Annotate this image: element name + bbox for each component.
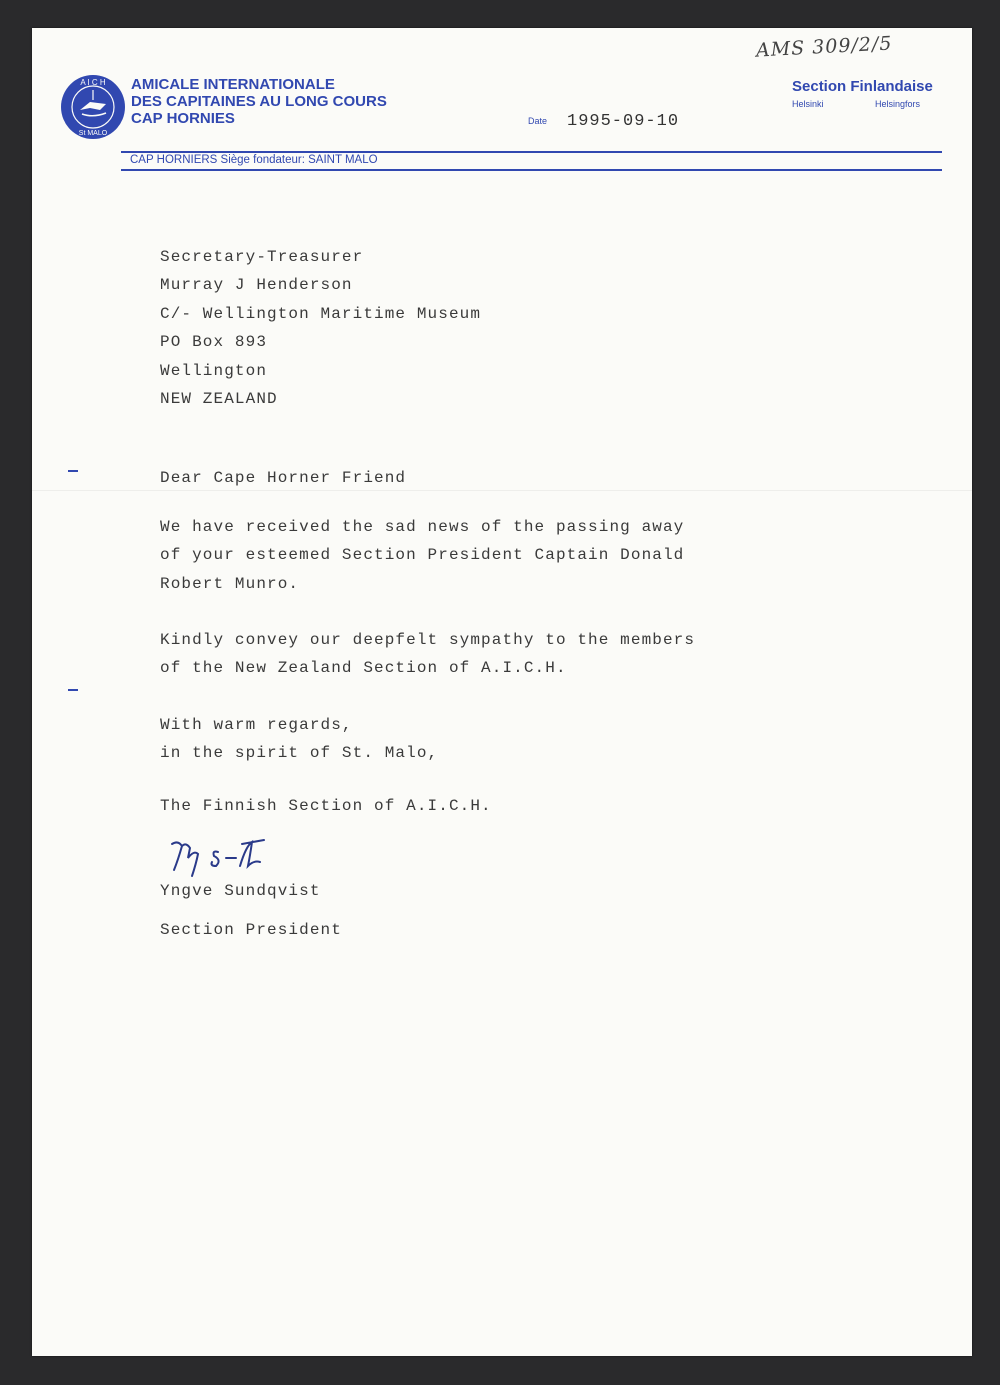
logo-text-bottom: St MALO xyxy=(78,130,108,137)
logo-text-top: A I C H xyxy=(80,78,106,87)
org-line: DES CAPITAINES AU LONG COURS xyxy=(131,93,387,110)
body-line: We have received the sad news of the passing away xyxy=(160,518,685,536)
address-line: C/- Wellington Maritime Museum xyxy=(160,304,482,323)
archive-reference-handwritten: AMS 309/2/5 xyxy=(755,32,893,62)
city-finnish: Helsinki xyxy=(792,99,824,109)
letter-page xyxy=(32,28,972,1356)
sender-organization: The Finnish Section of A.I.C.H. xyxy=(160,797,492,815)
organization-name xyxy=(131,76,387,127)
letter-date: 1995-09-10 xyxy=(567,112,680,131)
body-paragraph-1 xyxy=(160,513,684,598)
city-swedish: Helsingfors xyxy=(875,99,921,109)
body-paragraph-2 xyxy=(160,626,695,683)
aich-emblem-logo xyxy=(60,74,126,140)
signer-title: Section President xyxy=(160,921,342,939)
margin-fold-mark xyxy=(68,470,78,472)
closing-line: in the spirit of St. Malo, xyxy=(160,744,439,763)
body-line: of your esteemed Section President Captain Donald xyxy=(160,546,685,565)
margin-fold-mark xyxy=(68,689,78,691)
header-rule-bottom xyxy=(121,169,942,171)
body-line: Robert Munro. xyxy=(160,574,300,593)
recipient-address xyxy=(160,243,481,413)
body-line: of the New Zealand Section of A.I.C.H. xyxy=(160,659,567,678)
body-line: Kindly convey our deepfelt sympathy to the members xyxy=(160,631,696,649)
handwritten-signature xyxy=(168,836,338,884)
date-label: Date xyxy=(528,116,548,126)
closing xyxy=(160,711,438,768)
address-line: NEW ZEALAND xyxy=(160,390,278,409)
org-line: AMICALE INTERNATIONALE xyxy=(131,76,335,93)
address-line: Wellington xyxy=(160,361,268,380)
salutation: Dear Cape Horner Friend xyxy=(160,469,407,487)
section-name: Section Finlandaise xyxy=(792,78,933,95)
closing-line: With warm regards, xyxy=(160,716,353,734)
signer-name: Yngve Sundqvist xyxy=(160,882,321,900)
address-line: Secretary-Treasurer xyxy=(160,248,364,266)
address-line: PO Box 893 xyxy=(160,333,268,352)
fold-crease xyxy=(32,490,972,491)
letterhead-footer-line: CAP HORNIERS Siège fondateur: SAINT MALO xyxy=(130,154,378,166)
address-line: Murray J Henderson xyxy=(160,276,353,295)
org-line: CAP HORNIES xyxy=(131,110,235,127)
